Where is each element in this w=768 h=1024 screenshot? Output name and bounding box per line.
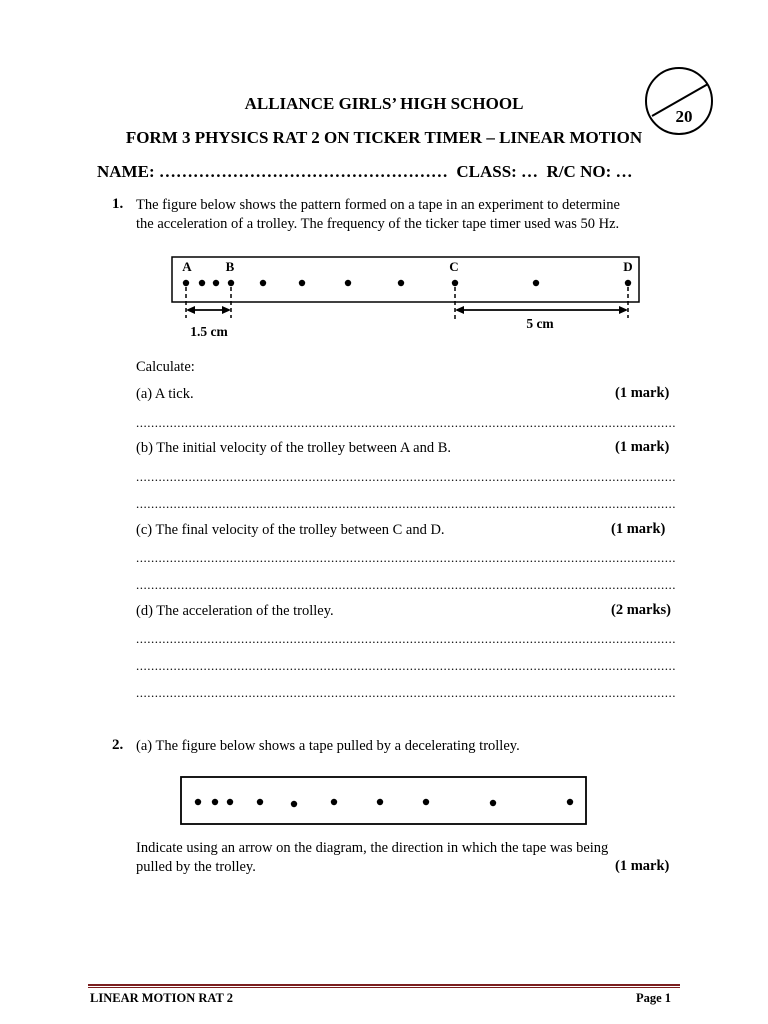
paper-title: FORM 3 PHYSICS RAT 2 ON TICKER TIMER – LINEAR MOTION: [125, 128, 643, 147]
answer-line[interactable]: [136, 632, 676, 646]
dimension-label-cd: 5 cm: [526, 316, 554, 331]
ticker-tape-figure-2[interactable]: [0, 760, 768, 840]
q2-mark: (1 mark): [615, 858, 670, 874]
tape-dot-c: [452, 280, 458, 286]
tape-dot: [299, 280, 305, 286]
tape-dot: [398, 280, 404, 286]
arrowhead: [619, 306, 628, 314]
answer-line[interactable]: [136, 578, 676, 592]
question-2-number: 2.: [112, 737, 124, 753]
tape-dot: [260, 280, 266, 286]
tape-dot: [257, 799, 263, 805]
tape-outline: [181, 777, 586, 824]
q1c-text: (c) The final velocity of the trolley between C and D.: [136, 522, 445, 538]
calculate-label: Calculate:: [136, 359, 195, 375]
arrowhead: [186, 306, 195, 314]
q2a-text: (a) The figure below shows a tape pulled by a decelerating trolley.: [136, 738, 520, 754]
q1b-mark: (1 mark): [615, 439, 670, 455]
tape-dot: [331, 799, 337, 805]
tape-dot: [213, 280, 219, 286]
label-b: B: [225, 259, 235, 274]
page-number: Page 1: [636, 991, 672, 1005]
q1c-mark: (1 mark): [611, 521, 666, 537]
ticker-tape-figure-1: [0, 0, 768, 360]
label-a: A: [182, 259, 192, 274]
q2-instruction-line1: Indicate using an arrow on the diagram, the direction in which the tape was being: [136, 840, 609, 856]
arrowhead: [222, 306, 231, 314]
tape-dot: [227, 799, 233, 805]
tape-outline: [172, 257, 639, 302]
tape-dot-b: [228, 280, 234, 286]
answer-line[interactable]: [136, 686, 676, 700]
tape-dot: [195, 799, 201, 805]
q1d-mark: (2 marks): [611, 602, 672, 618]
q1b-text: (b) The initial velocity of the trolley between A and B.: [136, 440, 452, 456]
tape-dot: [423, 799, 429, 805]
answer-line[interactable]: [136, 551, 676, 565]
tape-dot: [345, 280, 351, 286]
q1a-text: (a) A tick.: [136, 386, 194, 402]
q1-intro-line2: the acceleration of a trolley. The frequency of the ticker tape timer used was 50 Hz.: [136, 216, 620, 232]
tape-dot: [377, 799, 383, 805]
label-d: D: [623, 259, 633, 274]
label-c: C: [449, 259, 459, 274]
tape-dot: [533, 280, 539, 286]
footer-rule: [88, 984, 680, 986]
tape-dot-a: [183, 280, 189, 286]
answer-line[interactable]: [136, 497, 676, 511]
q1-intro-line1: The figure below shows the pattern formed on a tape in an experiment to determine: [136, 197, 620, 213]
tape-dot: [567, 799, 573, 805]
arrowhead: [455, 306, 464, 314]
name-class-line: NAME: …………………………………………… CLASS: … R/C NO: …: [97, 162, 633, 181]
tape-dot: [490, 800, 496, 806]
footer-rule: [88, 987, 680, 988]
q1d-text: (d) The acceleration of the trolley.: [136, 603, 334, 619]
q2-instruction-line2: pulled by the trolley.: [136, 859, 256, 875]
dimension-label-ab: 1.5 cm: [190, 324, 228, 339]
answer-line[interactable]: [136, 416, 676, 430]
tape-dot: [199, 280, 205, 286]
answer-line[interactable]: [136, 470, 676, 484]
footer-title: LINEAR MOTION RAT 2: [90, 991, 233, 1005]
school-name: ALLIANCE GIRLS’ HIGH SCHOOL: [244, 94, 524, 113]
question-1-number: 1.: [112, 196, 124, 212]
answer-line[interactable]: [136, 659, 676, 673]
tape-dot: [291, 801, 297, 807]
q1a-mark: (1 mark): [615, 385, 670, 401]
tape-dot-d: [625, 280, 631, 286]
tape-dot: [212, 799, 218, 805]
score-total: 20: [675, 107, 693, 126]
